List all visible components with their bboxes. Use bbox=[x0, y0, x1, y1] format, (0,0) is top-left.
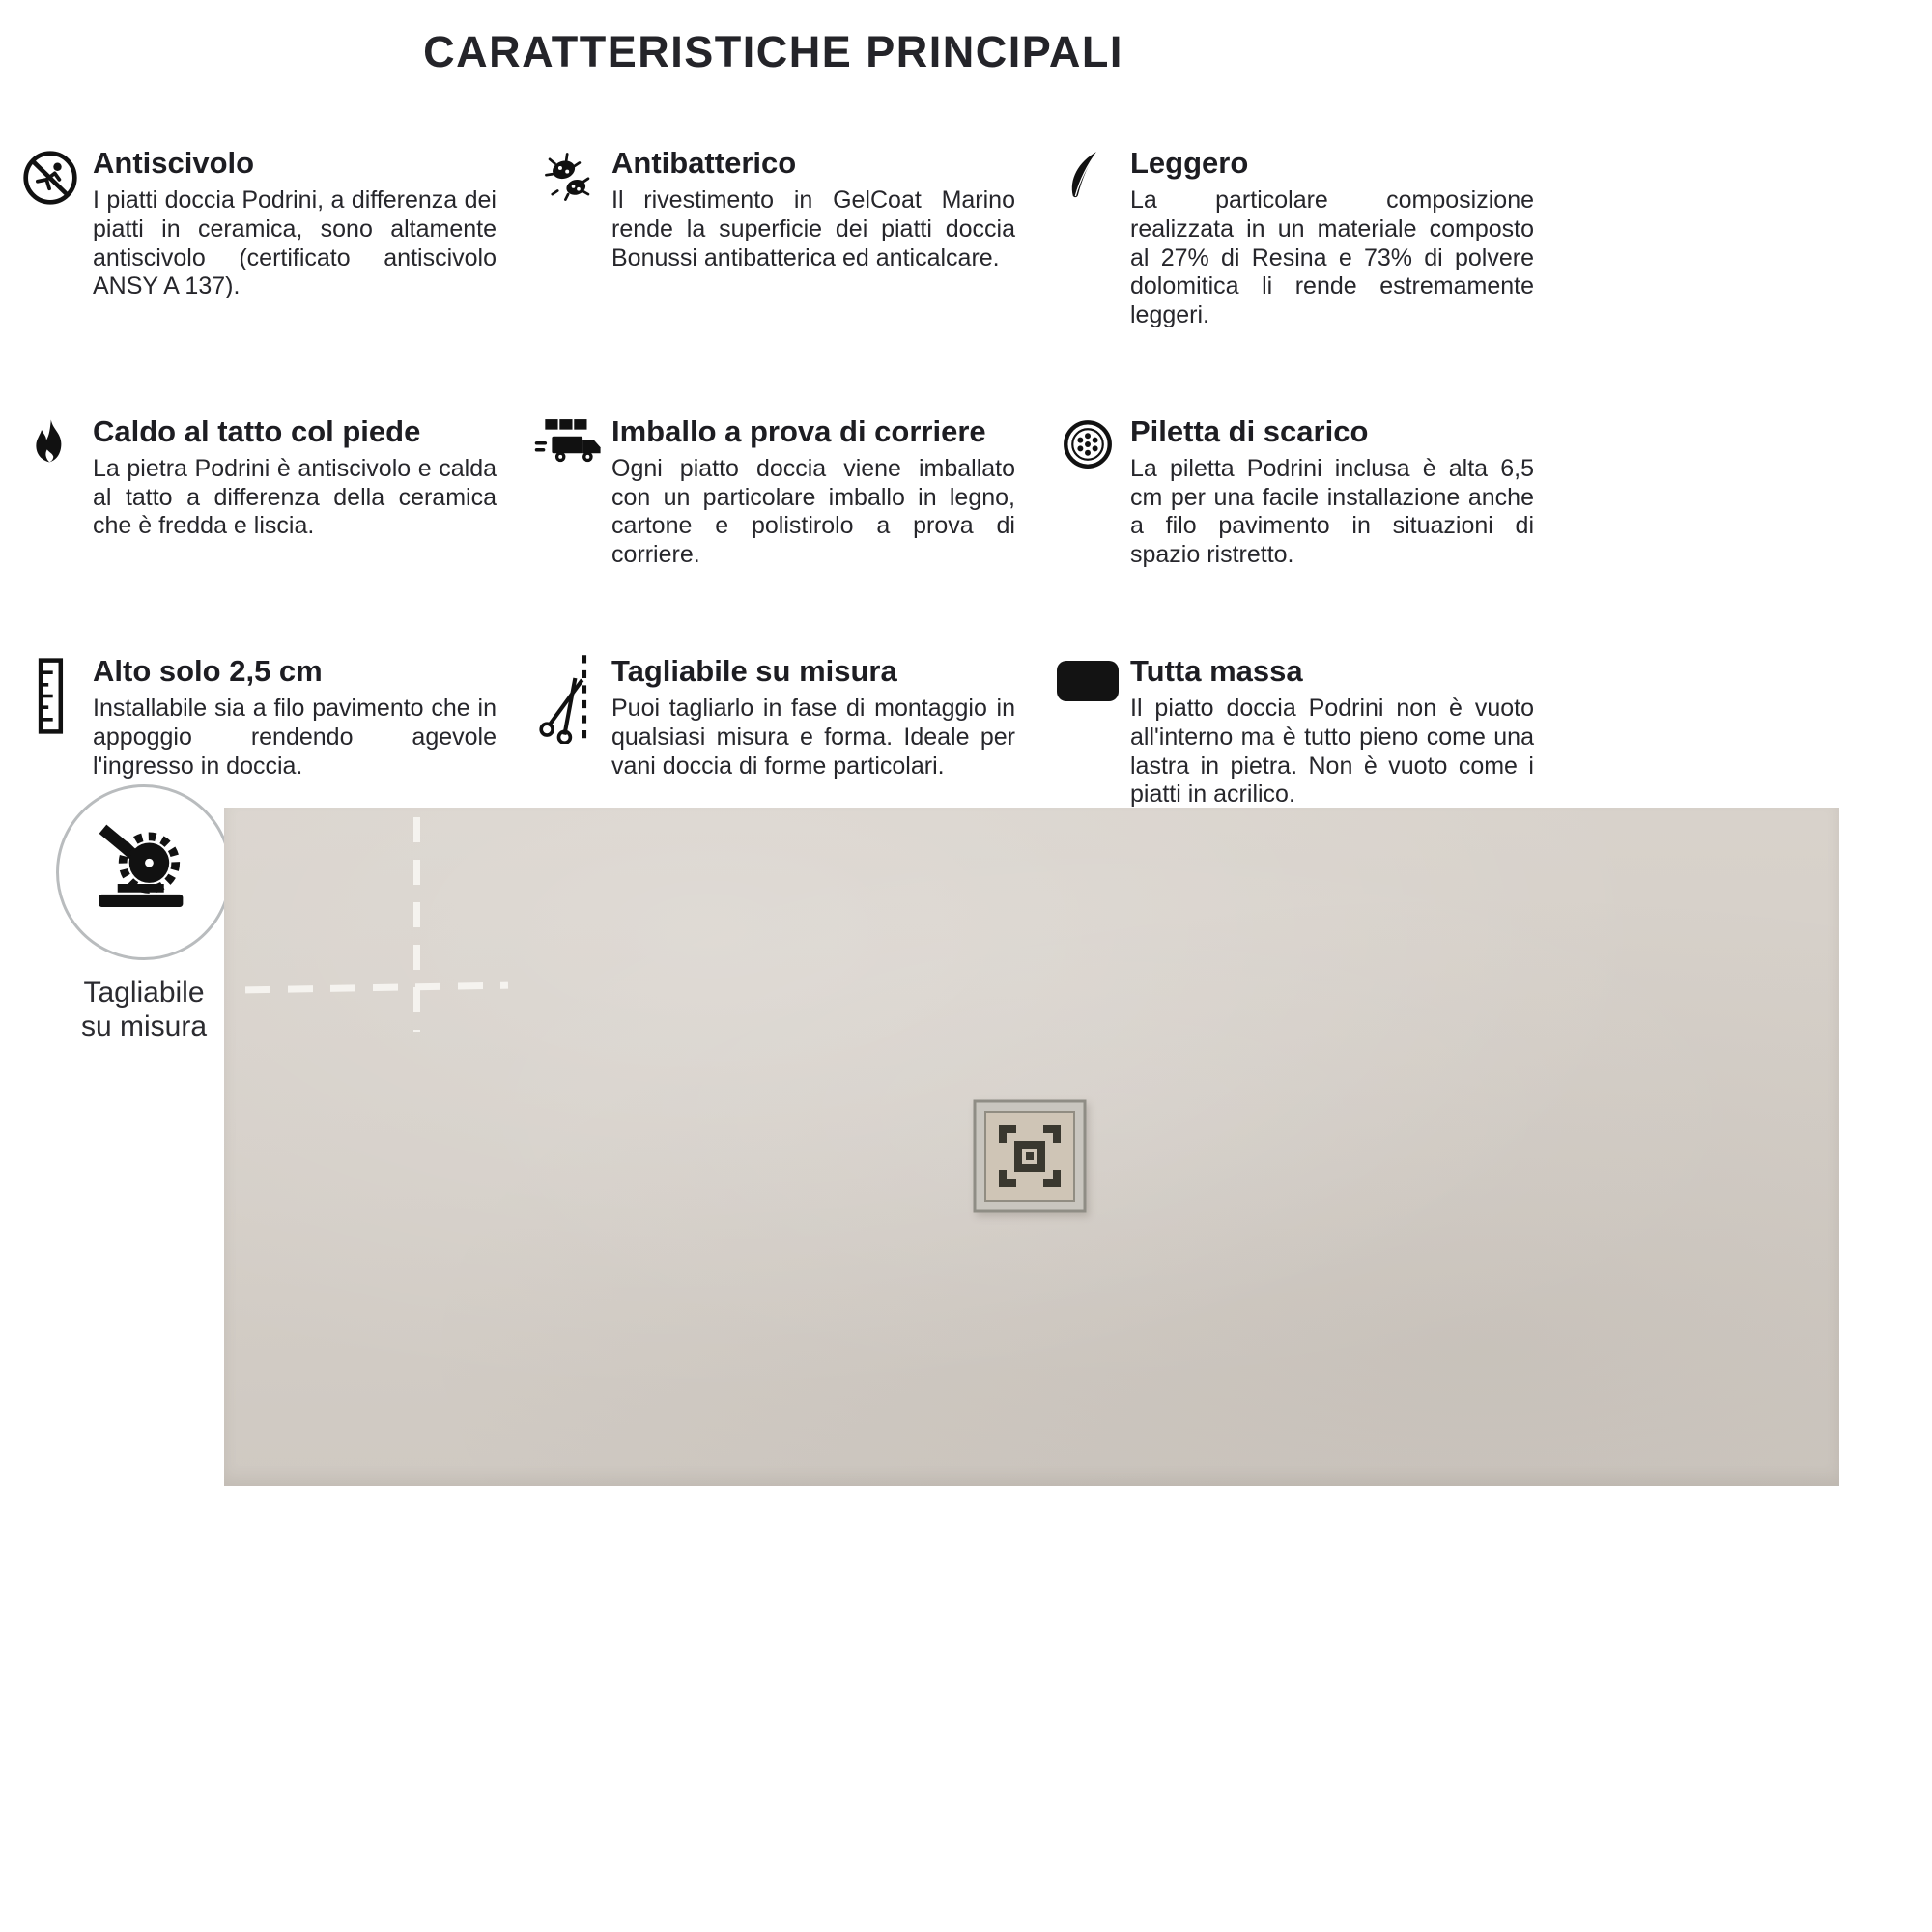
feature-title: Tagliabile su misura bbox=[611, 653, 897, 688]
feature-title: Alto solo 2,5 cm bbox=[93, 653, 323, 688]
solid-slab-icon bbox=[1045, 655, 1130, 701]
feature-text: Ogni piatto doccia viene imballato con un particolare imballo in legno, cartone e polistirolo a prova di corriere. bbox=[611, 454, 1015, 569]
circular-saw-icon bbox=[56, 784, 232, 960]
page-title: CARATTERISTICHE PRINCIPALI bbox=[423, 27, 1123, 76]
features-grid bbox=[8, 147, 1539, 810]
feature-leggero bbox=[1045, 147, 1564, 330]
feature-text: La particolare composizione realizzata in un materiale composto al 27% di Resina e 73% di polvere dolomitica li rende estremamente leggeri. bbox=[1130, 186, 1534, 329]
feature-title: Leggero bbox=[1130, 146, 1249, 180]
feature-text: I piatti doccia Podrini, a differenza dei piatti in ceramica, sono altamente antiscivolo (certificato antiscivolo ANSY A 137). bbox=[93, 186, 497, 300]
badge-label-line2: su misura bbox=[80, 1010, 208, 1042]
feature-title: Antibatterico bbox=[611, 146, 797, 180]
truck-icon bbox=[526, 415, 611, 472]
feature-text: La piletta Podrini inclusa è alta 6,5 cm per una facile installazione anche a filo pavimento in situazioni di spazio ristretto. bbox=[1130, 454, 1534, 569]
ruler-icon bbox=[8, 655, 93, 735]
content-column bbox=[0, 27, 1539, 810]
no-slip-icon bbox=[8, 147, 93, 207]
feature-tutta-massa bbox=[1045, 655, 1564, 810]
feature-title: Antiscivolo bbox=[93, 146, 255, 180]
feature-piletta bbox=[1045, 415, 1564, 570]
scissors-icon bbox=[526, 655, 611, 744]
drain-icon bbox=[1045, 415, 1130, 471]
feature-title: Piletta di scarico bbox=[1130, 413, 1369, 448]
drain-grate bbox=[973, 1099, 1087, 1213]
feature-tagliabile bbox=[526, 655, 1045, 781]
feature-text: La pietra Podrini è antiscivolo e calda al tatto a differenza della ceramica che è fredda e liscia. bbox=[93, 454, 497, 540]
feature-text: Puoi tagliarlo in fase di montaggio in qualsiasi misura e forma. Ideale per vani doccia di forme particolari. bbox=[611, 695, 1015, 780]
feature-caldo-al-tatto bbox=[8, 415, 526, 541]
flame-icon bbox=[8, 415, 93, 468]
feature-text: Installabile sia a filo pavimento che in appoggio rendendo agevole l'ingresso in doccia. bbox=[93, 695, 497, 780]
feature-antibatterico bbox=[526, 147, 1045, 272]
feature-alto-solo bbox=[8, 655, 526, 781]
feature-text: Il rivestimento in GelCoat Marino rende la superficie dei piatti doccia Bonussi antibatterica ed anticalcare. bbox=[611, 186, 1015, 271]
shower-tray-image bbox=[224, 808, 1839, 1486]
feature-antiscivolo bbox=[8, 147, 526, 301]
feather-icon bbox=[1045, 147, 1130, 201]
cut-line-horizontal bbox=[245, 982, 508, 994]
feature-imballo bbox=[526, 415, 1045, 570]
feature-title: Tutta massa bbox=[1130, 653, 1303, 688]
bacteria-icon bbox=[526, 147, 611, 205]
feature-text: Il piatto doccia Podrini non è vuoto all'interno ma è tutto pieno come una lastra in pietra. Non è vuoto come i piatti in acrilico. bbox=[1130, 695, 1534, 809]
feature-title: Caldo al tatto col piede bbox=[93, 413, 421, 448]
feature-title: Imballo a prova di corriere bbox=[611, 413, 986, 448]
badge-label-line1: Tagliabile bbox=[83, 977, 205, 1009]
cut-line-vertical bbox=[413, 817, 420, 1032]
